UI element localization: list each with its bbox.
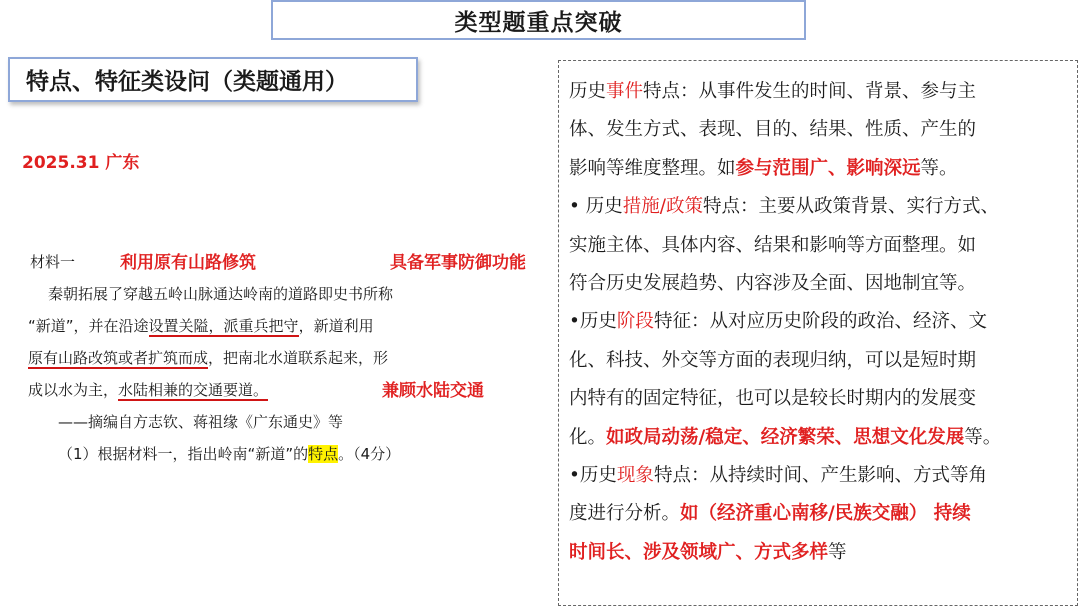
passage-citation: ——摘编自方志钦、蒋祖缘《广东通史》等 [58, 413, 344, 431]
note-event-line-3: 影响等维度整理。如参与范围广、影响深远等。 [569, 157, 958, 179]
note-stage-line-2: 化、科技、外交等方面的表现归纳，可以是短时期 [569, 349, 977, 371]
highlight-feature: 特点 [308, 445, 339, 463]
note-event-line-1: 历史事件特点：从事件发生的时间、背景、参与主 [569, 81, 977, 102]
passage-line-3: 原有山路改筑或者扩筑而成，把南北水道联系起来，形 [28, 349, 389, 367]
section-title: 特点、特征类设问（类题通用） [8, 57, 418, 102]
page-title: 类型题重点突破 [271, 0, 806, 40]
passage-line-4: 成以水为主，水陆相兼的交通要道。 [28, 381, 269, 399]
annotation-mountain-road: 利用原有山路修筑 [120, 253, 256, 273]
source-label: 2025.31 广东 [22, 153, 140, 173]
passage-line-2: “新道”，并在沿途设置关隘，派重兵把守，新道利用 [28, 317, 374, 335]
note-phenomenon-line-1: •历史现象特点：从持续时间、产生影响、方式等角 [569, 465, 987, 487]
question-line: （1）根据材料一，指出岭南“新道”的特点。（4分） [58, 445, 401, 463]
note-stage-line-3: 内特有的固定特征，也可以是较长时期内的发展变 [569, 388, 977, 410]
note-phenomenon-line-3: 时间长、涉及领域广、方式多样等 [569, 541, 847, 563]
annotation-military-defense: 具备军事防御功能 [390, 253, 526, 273]
note-policy-line-2: 实施主体、具体内容、结果和影响等方面整理。如 [569, 234, 977, 256]
note-policy-line-3: 符合历史发展趋势、内容涉及全面、因地制宜等。 [569, 273, 977, 295]
note-stage-line-4: 化。如政局动荡/稳定、经济繁荣、思想文化发展等。 [569, 426, 1002, 448]
notes-panel [558, 60, 1078, 606]
passage-line-1: 秦朝拓展了穿越五岭山脉通达岭南的道路即史书所称 [48, 285, 394, 303]
material-label: 材料一 [30, 253, 76, 271]
note-event-line-2: 体、发生方式、表现、目的、结果、性质、产生的 [569, 119, 977, 141]
underline-rebuilt-road: 原有山路改筑或者扩筑而成 [28, 349, 209, 367]
note-policy-line-1: • 历史措施/政策特点：主要从政策背景、实行方式、 [569, 196, 1000, 218]
annotation-water-land: 兼顾水陆交通 [382, 381, 484, 401]
underline-pass-guard: 设置关隘，派重兵把守 [148, 317, 299, 335]
underline-water-land-route: 水陆相兼的交通要道。 [118, 381, 269, 399]
note-phenomenon-line-2: 度进行分析。如（经济重心南移/民族交融） 持续 [569, 503, 971, 525]
note-stage-line-1: •历史阶段特征：从对应历史阶段的政治、经济、文 [569, 311, 987, 333]
material-passage [28, 278, 528, 470]
